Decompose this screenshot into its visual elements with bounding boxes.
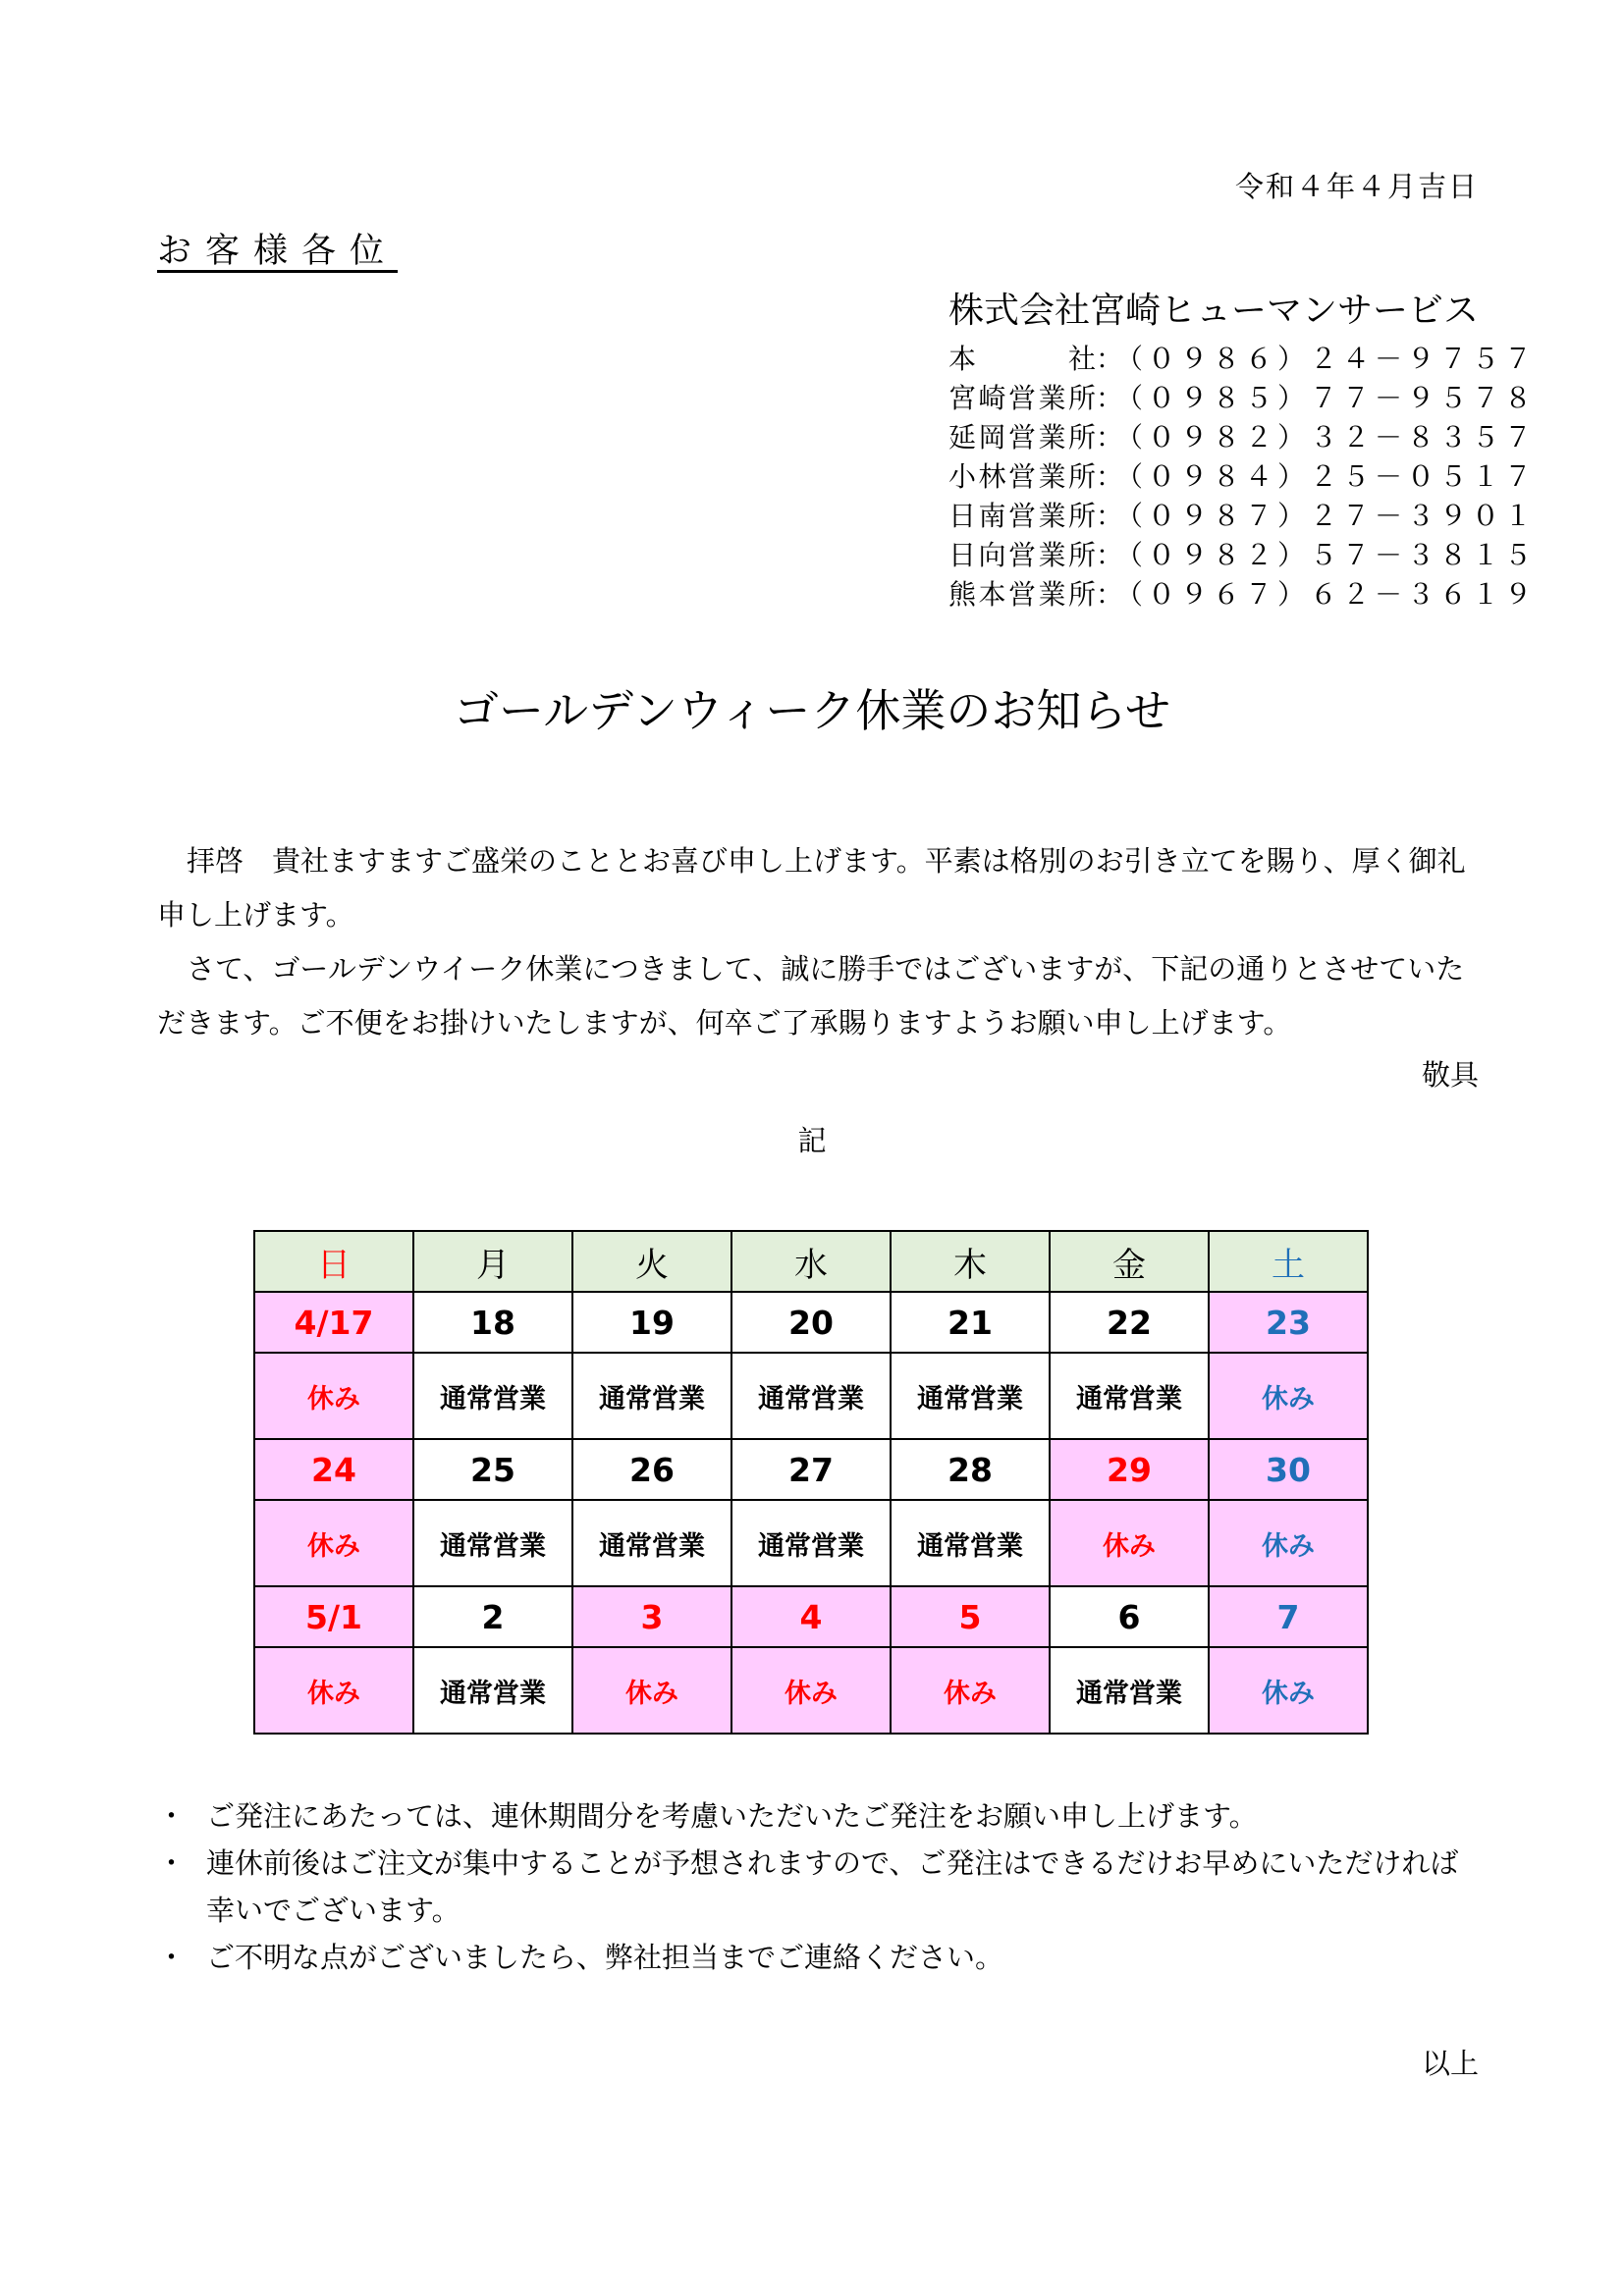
status-cell: 通常営業 bbox=[1050, 1353, 1209, 1439]
branch-row: 熊本営業所 ： （０９６７）６２－３６１９ bbox=[929, 573, 1479, 613]
status-cell: 通常営業 bbox=[572, 1353, 731, 1439]
status-cell: 通常営業 bbox=[731, 1500, 891, 1586]
date-cell: 24 bbox=[254, 1439, 413, 1500]
status-cell: 通常営業 bbox=[572, 1500, 731, 1586]
branch-phone: （０９８７）２７－３９０１ bbox=[1115, 500, 1538, 532]
weekday-cell: 火 bbox=[572, 1231, 731, 1292]
branch-phone: （０９８５）７７－９５７８ bbox=[1115, 382, 1538, 414]
date-row bbox=[254, 1292, 1368, 1353]
status-cell: 休み bbox=[1209, 1500, 1368, 1586]
weekday-cell: 木 bbox=[891, 1231, 1050, 1292]
weekday-cell: 金 bbox=[1050, 1231, 1209, 1292]
branch-phone: （０９８６）２４－９７５７ bbox=[1115, 343, 1538, 375]
letter-body bbox=[157, 834, 1473, 1050]
branch-row: 日向営業所 ： （０９８２）５７－３８１５ bbox=[929, 534, 1479, 573]
status-cell: 休み bbox=[254, 1647, 413, 1734]
status-cell: 通常営業 bbox=[891, 1500, 1050, 1586]
branch-name: 宮崎営業所 bbox=[948, 382, 1096, 414]
date-cell: 7 bbox=[1209, 1586, 1368, 1647]
document-date: 令和４年４月吉日 bbox=[1234, 170, 1479, 203]
addressee: お客様各位 bbox=[157, 232, 399, 271]
closing-phrase: 敬具 bbox=[1421, 1058, 1479, 1092]
status-cell: 通常営業 bbox=[413, 1647, 572, 1734]
branch-phone: （０９８２）３２－８３５７ bbox=[1115, 421, 1538, 454]
body-paragraph: さて、ゴールデンウイーク休業につきまして、誠に勝手ではございますが、下記の通りとさせていただきます。ご不便をお掛けいたしますが、何卒ご了承賜りますようお願い申し上げます。 bbox=[157, 952, 1465, 1040]
branch-phone: （０９８２）５７－３８１５ bbox=[1115, 539, 1538, 571]
branch-name: 延岡営業所 bbox=[948, 421, 1096, 454]
date-cell: 3 bbox=[572, 1586, 731, 1647]
status-cell: 休み bbox=[572, 1647, 731, 1734]
branch-list bbox=[929, 338, 1538, 613]
body-paragraph: 拝啓 貴社ますますご盛栄のこととお喜び申し上げます。平素は格別のお引き立てを賜り、厚く御礼申し上げます。 bbox=[157, 844, 1466, 932]
date-cell: 6 bbox=[1050, 1586, 1209, 1647]
status-row bbox=[254, 1353, 1368, 1439]
status-cell: 休み bbox=[1050, 1500, 1209, 1586]
status-cell: 休み bbox=[1209, 1647, 1368, 1734]
status-cell: 通常営業 bbox=[413, 1500, 572, 1586]
date-cell: 18 bbox=[413, 1292, 572, 1353]
status-cell: 通常営業 bbox=[1050, 1647, 1209, 1734]
date-cell: 19 bbox=[572, 1292, 731, 1353]
holiday-calendar bbox=[253, 1230, 1369, 1735]
date-cell: 20 bbox=[731, 1292, 891, 1353]
status-cell: 休み bbox=[891, 1647, 1050, 1734]
branch-name: 日南営業所 bbox=[948, 500, 1096, 532]
branch-row: 小林営業所 ： （０９８４）２５－０５１７ bbox=[929, 455, 1479, 495]
date-cell: 23 bbox=[1209, 1292, 1368, 1353]
date-cell: 4 bbox=[731, 1586, 891, 1647]
weekday-cell: 水 bbox=[731, 1231, 891, 1292]
date-cell: 27 bbox=[731, 1439, 891, 1500]
status-cell: 通常営業 bbox=[413, 1353, 572, 1439]
status-cell: 通常営業 bbox=[891, 1353, 1050, 1439]
date-cell: 29 bbox=[1050, 1439, 1209, 1500]
weekday-header-row bbox=[254, 1231, 1368, 1292]
status-cell: 休み bbox=[254, 1353, 413, 1439]
notice-title: ゴールデンウィーク休業のお知らせ bbox=[453, 684, 1171, 737]
date-cell: 2 bbox=[413, 1586, 572, 1647]
end-mark: 以上 bbox=[1421, 2047, 1479, 2080]
status-row bbox=[254, 1500, 1368, 1586]
weekday-cell: 日 bbox=[254, 1231, 413, 1292]
status-cell: 休み bbox=[1209, 1353, 1368, 1439]
notes-list bbox=[157, 1792, 1478, 1981]
weekday-cell: 土 bbox=[1209, 1231, 1368, 1292]
date-cell: 4/17 bbox=[254, 1292, 413, 1353]
date-cell: 30 bbox=[1209, 1439, 1368, 1500]
note-item: ・ 連休前後はご注文が集中することが予想されますので、ご発注はできるだけお早めにいただければ幸いでございます。 bbox=[157, 1840, 1478, 1934]
branch-name: 日向営業所 bbox=[948, 539, 1096, 571]
date-cell: 5 bbox=[891, 1586, 1050, 1647]
company-name: 株式会社宮崎ヒューマンサービス bbox=[947, 291, 1479, 331]
date-cell: 28 bbox=[891, 1439, 1050, 1500]
branch-phone: （０９６７）６２－３６１９ bbox=[1115, 578, 1538, 611]
status-cell: 休み bbox=[731, 1647, 891, 1734]
status-cell: 通常営業 bbox=[731, 1353, 891, 1439]
branch-name: 小林営業所 bbox=[948, 460, 1096, 493]
branch-row: 宮崎営業所 ： （０９８５）７７－９５７８ bbox=[929, 377, 1479, 416]
ki-heading: 記 bbox=[797, 1124, 827, 1157]
date-cell: 5/1 bbox=[254, 1586, 413, 1647]
status-cell: 休み bbox=[254, 1500, 413, 1586]
branch-name: 本社 bbox=[948, 343, 1096, 375]
date-cell: 25 bbox=[413, 1439, 572, 1500]
date-cell: 22 bbox=[1050, 1292, 1209, 1353]
weekday-cell: 月 bbox=[413, 1231, 572, 1292]
note-item: ・ ご発注にあたっては、連休期間分を考慮いただいたご発注をお願い申し上げます。 bbox=[157, 1792, 1478, 1840]
branch-row: 日南営業所 ： （０９８７）２７－３９０１ bbox=[929, 495, 1479, 534]
status-row bbox=[254, 1647, 1368, 1734]
branch-phone: （０９８４）２５－０５１７ bbox=[1115, 460, 1538, 493]
branch-name: 熊本営業所 bbox=[948, 578, 1096, 611]
branch-row: 延岡営業所 ： （０９８２）３２－８３５７ bbox=[929, 416, 1479, 455]
date-cell: 21 bbox=[891, 1292, 1050, 1353]
note-item: ・ ご不明な点がございましたら、弊社担当までご連絡ください。 bbox=[157, 1934, 1478, 1981]
date-row bbox=[254, 1439, 1368, 1500]
date-cell: 26 bbox=[572, 1439, 731, 1500]
date-row bbox=[254, 1586, 1368, 1647]
branch-row: 本社 ： （０９８６）２４－９７５７ bbox=[929, 338, 1479, 377]
